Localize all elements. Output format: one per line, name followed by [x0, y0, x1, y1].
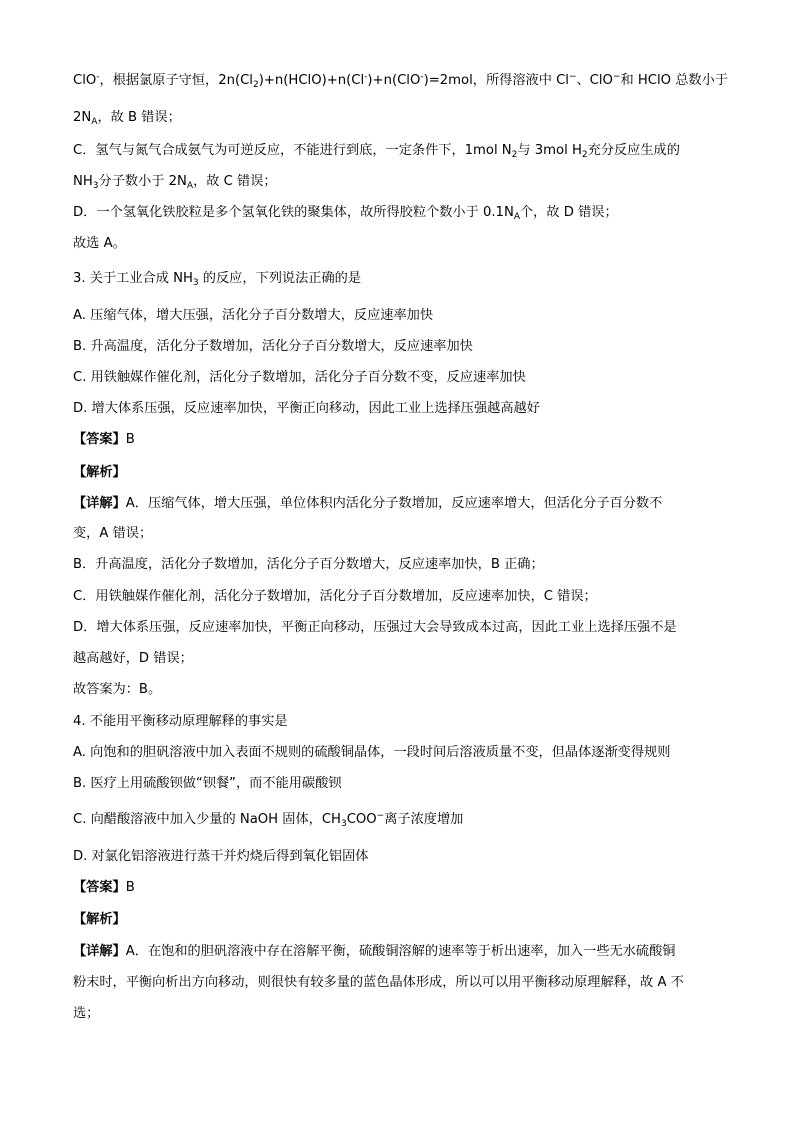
question-4-answer — [73, 878, 734, 898]
question-4-option-d: D. 对氯化铝溶液进行蒸干并灼烧后得到氧化铝固体 — [73, 849, 369, 864]
question-4-option-b: B. 医疗上用硫酸钡做“钡餐”，而不能用碳酸钡 — [73, 776, 342, 791]
answer-label: 【答案】 — [73, 880, 126, 895]
question-3-option-d: D. 增大体系压强，反应速率加快，平衡正向移动，因此工业上选择压强越高越好 — [73, 401, 540, 416]
question-4-option-a: A. 向饱和的胆矾溶液中加入表面不规则的硫酸铜晶体，一段时间后溶液质量不变，但晶体逐渐变得规则 — [73, 745, 671, 760]
question-3-detail-line-1: 【详解】A．压缩气体，增大压强，单位体积内活化分子数增加，反应速率增大，但活化分子百分数不 — [73, 496, 663, 511]
prev-solution-line-3: C．氢气与氮气合成氨气为可逆反应，不能进行到底，一定条件下，1mol $N_2$与 3mol $H_2$充分反应生成的 — [73, 143, 680, 160]
question-3-stem: 3. 关于工业合成 $NH_3$ 的反应，下列说法正确的是 — [73, 271, 362, 288]
question-3-detail-line-3: B．升高温度，活化分子数增加，活化分子百分数增大，反应速率加快，B 正确； — [73, 557, 544, 572]
detail-label: 【详解】 — [73, 496, 126, 511]
question-4-option-c: C. 向醋酸溶液中加入少量的 NaOH 固体，$CH_3COO^-$离子浓度增加 — [73, 811, 464, 829]
question-3-option-b: B. 升高温度，活化分子数增加，活化分子百分数增大，反应速率加快 — [73, 339, 473, 354]
answer-value: B — [125, 880, 135, 895]
question-3-answer — [73, 430, 734, 450]
question-4-detail-line-3: 选； — [73, 1006, 100, 1021]
question-4-detail-line-2: 粉末时，平衡向析出方向移动，则很快有较多量的蓝色晶体形成，所以可以用平衡移动原理解释，故 A 不 — [73, 975, 684, 990]
question-4-stem: 4. 不能用平衡移动原理解释的事实是 — [73, 714, 288, 729]
question-3-analysis-label: 【解析】 — [73, 465, 126, 480]
prev-solution-conclusion: 故选 A。 — [73, 236, 126, 251]
question-3-option-c: C. 用铁触媒作催化剂，活化分子数增加，活化分子百分数不变，反应速率加快 — [73, 370, 526, 385]
question-3-detail-line-5: D．增大体系压强，反应速率加快，平衡正向移动，压强过大会导致成本过高，因此工业上选择压强不是 — [73, 620, 677, 635]
answer-value: B — [125, 432, 135, 447]
question-3-detail-line-2: 变，A 错误； — [73, 526, 153, 541]
prev-solution-line-1: ClO-，根据氯原子守恒，$2n(Cl_2)+n(HClO)+n(Cl^-)+n(ClO^-)=2mol$，所得溶液中 Cl−、ClO−和 HClO 总数小于 — [73, 72, 728, 90]
question-4-detail-line-1: 【详解】A．在饱和的胆矾溶液中存在溶解平衡，硫酸铜溶解的速率等于析出速率，加入一些无水硫酸铜 — [73, 944, 676, 959]
question-3-detail-line-4: C．用铁触媒作催化剂，活化分子数增加，活化分子百分数增加，反应速率加快，C 错误； — [73, 589, 597, 604]
prev-solution-line-2: $2N_A$，故 B 错误； — [73, 110, 181, 127]
question-3-detail-line-6: 越高越好，D 错误； — [73, 651, 193, 666]
detail-label: 【详解】 — [73, 944, 126, 959]
answer-label: 【答案】 — [73, 432, 126, 447]
prev-solution-line-4: $NH_3$分子数小于 $2N_A$，故 C 错误； — [73, 174, 277, 191]
question-3-option-a: A. 压缩气体，增大压强，活化分子百分数增大，反应速率加快 — [73, 308, 434, 323]
question-4-analysis-label: 【解析】 — [73, 912, 126, 927]
prev-solution-line-5: D．一个氢氧化铁胶粒是多个氢氧化铁的聚集体，故所得胶粒个数小于 $0.1N_A$个，故 D 错误； — [73, 205, 618, 222]
question-3-detail-line-7: 故答案为：B。 — [73, 682, 162, 697]
